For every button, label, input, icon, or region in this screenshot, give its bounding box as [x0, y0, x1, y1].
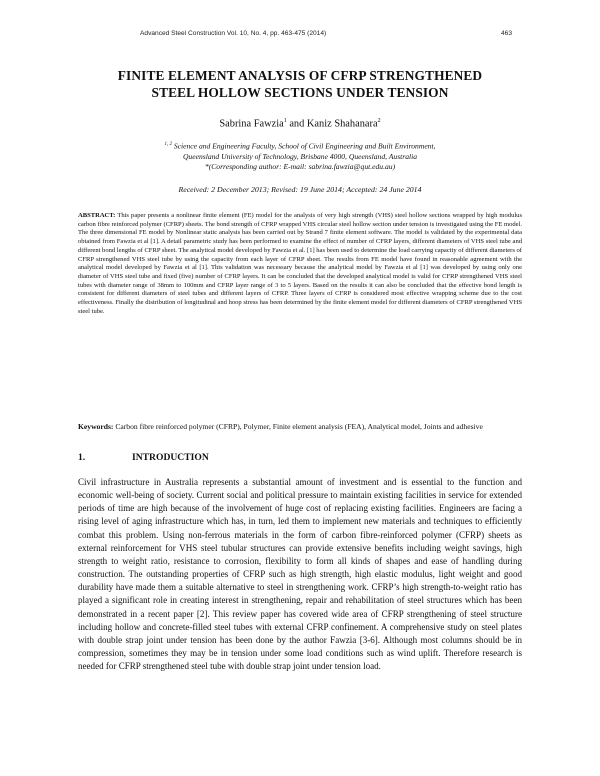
paper-title: FINITE ELEMENT ANALYSIS OF CFRP STRENGTHENED STEEL HOLLOW SECTIONS UNDER TENSION — [117, 68, 483, 100]
affiliation-line: Queensland University of Technology, Brisbane 4000, Queensland, Australia — [182, 151, 418, 161]
section-title: INTRODUCTION — [132, 452, 209, 463]
received-dates: Received: 2 December 2013; Revised: 19 June 2014; Accepted: 24 June 2014 — [178, 185, 422, 194]
abstract — [78, 212, 522, 317]
intro-paragraph: Civil infrastructure in Australia represents a substantial amount of investment and is essential to the function and economic well-being of society. Current social and political pressure to maintain existing facilities in service for extended periods of time are high because of the involvement of huge cost of replacing existing facilities. Engineers are facing a rising level of aging infrastructure which has, in turn, led them to implement new materials and techniques to efficiently combat this problem. Using non-ferrous materials in the form of carbon fibre-reinforced polymer (CFRP) sheets as external reinforcement for VHS steel tubular structures can provide extensive benefits including weight savings, high strength to weight ratio, resistance to corrosion, flexibility to form all kinds of shapes and ease of handling during construction. The outstanding properties of CFRP such as high strength, high elastic modulus, light weight and good durability have made them a suitable alternative to steel in strengthening work. CFRP’s high strength-to-weight ratio has played a significant role in creating interest in strengthening, repair and rehabilitation of steel structures which has been demonstrated in a recent paper [2]. This review paper has covered wide area of CFRP strengthening of steel structure including hollow and concrete-filled steel tubes with external CFRP confinement. A comprehensive study on steel plates with double strap joint under tension has been done by the author Fawzia [3-6]. Although most columns should be in compression, sometimes they may be in tension under some load conditions such as wind uplift. Therefore research is needed for CFRP strengthened steel tube with double strap joint under tension load. — [78, 477, 522, 672]
author-line — [0, 118, 600, 129]
author-conjunction: and — [286, 118, 307, 130]
section-heading — [78, 452, 209, 463]
keywords-label: Keywords: — [78, 422, 114, 431]
keywords — [78, 422, 522, 432]
affil-marker: 1, 2 — [164, 142, 172, 147]
author-affil-marker: 2 — [377, 118, 381, 124]
abstract-label: ABSTRACT: — [78, 212, 116, 219]
journal-citation: Advanced Steel Construction Vol. 10, No. 4, pp. 463-475 (2014) — [140, 30, 327, 37]
author-name: Sabrina Fawzia — [219, 118, 284, 130]
affiliation-line — [40, 140, 560, 152]
running-header — [140, 30, 512, 37]
section-number: 1. — [78, 452, 86, 463]
abstract-text: This paper presents a nonlinear finite element (FE) model for the analysis of very high strength (VHS) steel hollow sections wrapped by high modulus carbon fibre reinforced polymer (CFRP) sheets. The bond strength of CFRP wrapped VHS circular steel hollow section under tension is investigated using the FE model. The three dimensional FE model by Nonlinear static analysis has been carried out by Strand 7 finite element software. The model is validated by the experimental data obtained from Fawzia et al [1]. A detail parametric study has been performed to examine the effect of number of CFRP layers, different diameters of VHS steel tube and different bond lengths of CFRP sheet. The analytical model developed by Fawzia et al. [1] has been used to determine the load carrying capacity of different diameters of CFRP strengthened VHS steel tube by using the capacity from each layer of CFRP sheet. The results from FE model have found in reasonable agreement with the analytical model developed by Fawzia et al [1]. This validation was necessary because the analytical model by Fawzia et al [1] was developed by using only one diameter of VHS steel tube and fixed (five) number of CFRP layers. It can be concluded that the developed analytical model is valid for CFRP strengthened VHS steel tubes with diameter range of 38mm to 100mm and CFRP layer range of 3 to 5 layers. Based on the results it can also be concluded that the effective bond length is consistent for different diameters of steel tubes and different layers of CFRP. Three layers of CFRP is considered most effective wrapping scheme due to the cost effectiveness. Finally the distribution of longitudinal and hoop stress has been determined by the finite element model for different diameters of CFRP strengthened VHS steel tube. — [78, 212, 522, 315]
author-affil-marker: 1 — [283, 118, 287, 124]
affiliation-text: Science and Engineering Faculty, School of Civil Engineering and Built Environment, — [171, 141, 436, 151]
keywords-text: Carbon fibre reinforced polymer (CFRP), Polymer, Finite element analysis (FEA), Analytical model, Joints and adhesive — [113, 422, 483, 431]
corresponding-author: *(Corresponding author: E-mail: sabrina.fawzia@qut.edu.au) — [204, 161, 396, 171]
affiliation — [40, 140, 560, 172]
author-name: Kaniz Shahanara — [306, 118, 378, 130]
page-number: 463 — [500, 30, 512, 37]
